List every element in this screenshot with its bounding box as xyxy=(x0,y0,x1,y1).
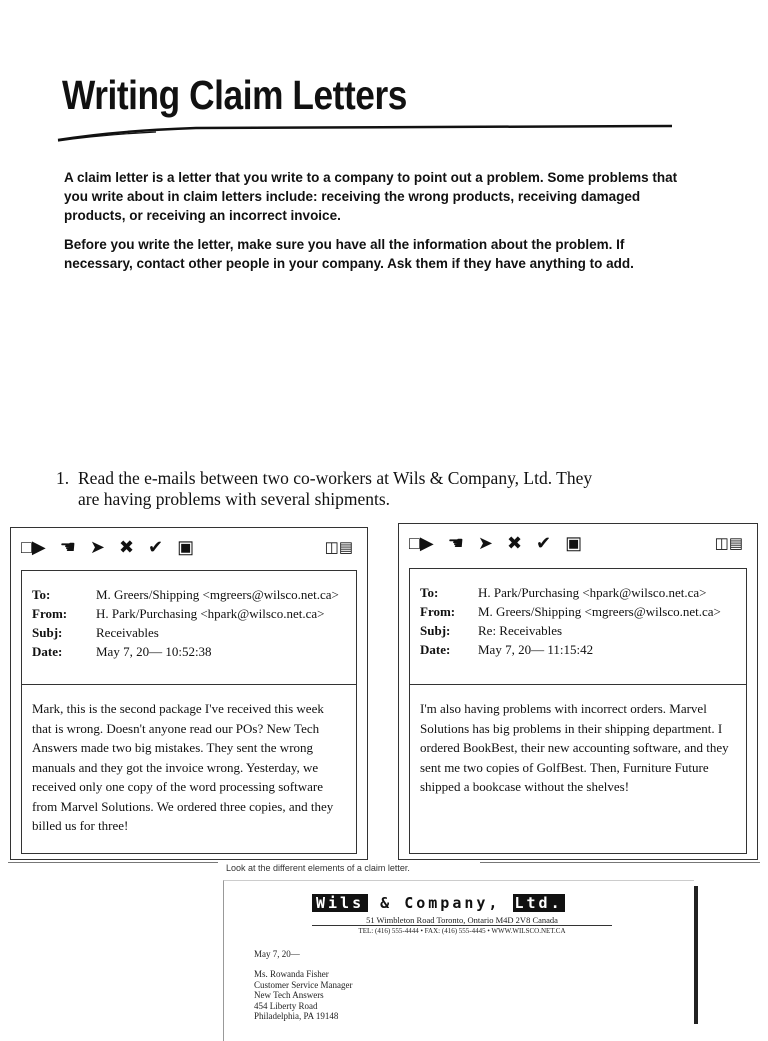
print-icon[interactable]: ▣ xyxy=(177,536,195,557)
email-window-2 xyxy=(398,523,758,860)
from-value: H. Park/Purchasing <hpark@wilsco.net.ca> xyxy=(96,606,325,621)
to-value: H. Park/Purchasing <hpark@wilsco.net.ca> xyxy=(478,585,707,600)
date-value: May 7, 20— 11:15:42 xyxy=(478,642,594,657)
caption-rule xyxy=(8,862,218,863)
letterhead-contact: TEL: (416) 555-4444 • FAX: (416) 555-4445 • WWW.WILSCO.NET.CA xyxy=(312,925,612,935)
email-header xyxy=(409,568,747,690)
date-value: May 7, 20— 10:52:38 xyxy=(96,644,212,659)
print-icon[interactable]: ▣ xyxy=(565,532,583,553)
reply-icon[interactable]: ☚ xyxy=(447,532,464,553)
intro-paragraph-1: A claim letter is a letter that you write to a company to point out a problem. Some problems that you write about in claim letters include: receiving the wrong products, receiving damaged products, or receiving an incorrect invoice. xyxy=(64,170,678,223)
intro-paragraph-2: Before you write the letter, make sure you have all the information about the problem. If necessary, contact other people in your company. Ask them if they have anything to add. xyxy=(64,237,634,271)
delete-icon[interactable]: ✖ xyxy=(118,536,135,557)
reply-icon[interactable]: ☚ xyxy=(59,536,76,557)
page-title: Writing Claim Letters xyxy=(62,72,407,118)
exercise-instruction xyxy=(56,468,696,510)
letterhead-address: 51 Wimbleton Road Toronto, Ontario M4D 2V8 Canada xyxy=(366,915,558,925)
forward-icon[interactable]: ➤ xyxy=(477,532,493,553)
date-label: Date: xyxy=(420,642,451,657)
email-toolbar xyxy=(11,528,367,566)
title-underline xyxy=(56,120,674,142)
letterhead-company-name: Wils & Company, Ltd. xyxy=(312,893,608,913)
subject-value: Receivables xyxy=(96,625,159,640)
from-label: From: xyxy=(420,604,456,619)
window-icon[interactable]: ◫▤ xyxy=(324,539,353,556)
subject-value: Re: Receivables xyxy=(478,623,563,638)
forward-icon[interactable]: ➤ xyxy=(89,536,105,557)
email-body: Mark, this is the second package I've received this week that is wrong. Doesn't anyone read our POs? New Tech Answers made two big mistakes. They sent the wrong manuals and they got the invoice wrong. Yesterday, we received only one copy of the word processing software from Marvel Solutions. We ordered three copies, and they billed us for three! xyxy=(21,684,357,854)
letter-date: May 7, 20— xyxy=(254,949,300,959)
new-message-icon[interactable]: □▶ xyxy=(21,536,46,557)
new-message-icon[interactable]: □▶ xyxy=(409,532,434,553)
from-value: M. Greers/Shipping <mgreers@wilsco.net.ca> xyxy=(478,604,721,619)
caption: Look at the different elements of a claim letter. xyxy=(226,863,410,873)
email-window-1 xyxy=(10,527,368,860)
from-label: From: xyxy=(32,606,68,621)
claim-letter-sample xyxy=(223,880,694,1041)
to-value: M. Greers/Shipping <mgreers@wilsco.net.ca> xyxy=(96,587,339,602)
exercise-number: 1. xyxy=(56,468,70,488)
email-header xyxy=(21,570,357,690)
exercise-line-2: are having problems with several shipments. xyxy=(78,489,391,509)
window-icon[interactable]: ◫▤ xyxy=(714,535,743,552)
caption-rule xyxy=(480,862,760,863)
email-body: I'm also having problems with incorrect orders. Marvel Solutions has big problems in their shipping department. I ordered BookBest, their new accounting software, and they sent me two copies of GolfBest. Then, Furniture Future shipped a bookcase without the shelves! xyxy=(409,684,747,854)
delete-icon[interactable]: ✖ xyxy=(506,532,523,553)
letter-recipient: Ms. Rowanda Fisher Customer Service Manager New Tech Answers 454 Liberty Road Philadelphia, PA 19148 xyxy=(254,969,353,1021)
subject-label: Subj: xyxy=(32,625,63,640)
check-icon[interactable]: ✔ xyxy=(536,532,552,553)
date-label: Date: xyxy=(32,644,63,659)
check-icon[interactable]: ✔ xyxy=(148,536,164,557)
to-label: To: xyxy=(32,587,51,602)
exercise-line-1: Read the e-mails between two co-workers at Wils & Company, Ltd. They xyxy=(78,468,593,488)
subject-label: Subj: xyxy=(420,623,451,638)
email-toolbar xyxy=(399,524,757,562)
to-label: To: xyxy=(420,585,439,600)
